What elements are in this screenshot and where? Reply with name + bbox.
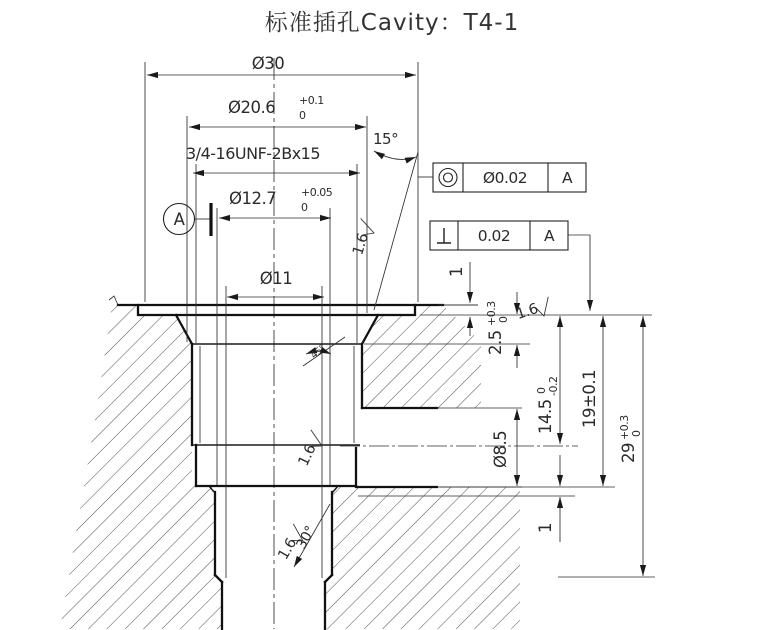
dim-angle-15: 15° [373,130,399,148]
dim-12-7-lower-tol: 0 [301,201,308,214]
dim-depth-1-top: 1 [447,267,466,277]
dim-depth-1-bottom: 1 [536,523,555,533]
roughness-mark-top-face [514,297,553,324]
roughness-mark-taper [350,218,377,257]
dim-29-upper-tol: +0.3 [618,415,631,440]
dim-20-6-upper-tol: +0.1 [299,94,324,107]
svg-text:1.6: 1.6 [295,442,320,469]
section-hatch-lower-right [325,487,520,629]
dim-depth-29: 29 [619,443,638,463]
fcf-perpendicularity [430,221,590,311]
thread-minor-lines [200,346,354,443]
dim-diameter-11: Ø11 [259,269,293,288]
taper-construction-line [374,152,418,310]
fcf2-datum: A [543,227,555,245]
fcf1-tolerance: Ø0.02 [482,169,528,187]
dim-14-5-lower-tol: -0.2 [547,376,560,396]
dim-20-6-lower-tol: 0 [299,109,306,122]
svg-text:1.6: 1.6 [514,301,540,323]
thread-spec: 3/4-16UNF-2Bx15 [186,144,321,163]
section-hatch-left [60,305,222,629]
dim-diameter-30: Ø30 [251,54,285,73]
fcf-concentricity [418,163,586,192]
dim-diameter-20-6: Ø20.6 [228,98,276,117]
datum-letter: A [173,210,185,229]
dim-angle-30: 30° [293,523,319,552]
side-hole-outline [356,408,437,487]
dim-diameter-12-7: Ø12.7 [229,189,277,208]
fcf2-tolerance: 0.02 [477,227,511,245]
dim-depth-19: 19±0.1 [580,369,599,428]
dim-12-7-upper-tol: +0.05 [301,186,333,199]
fcf1-datum: A [561,169,573,187]
section-hatch-upper-right [362,305,481,408]
dim-14-5-upper-tol: 0 [535,387,548,394]
dim-diameter-8-5: Ø8.5 [491,430,510,468]
dim-angle-45: 45° [308,343,328,362]
drawing-title: 标准插孔Cavity：T4-1 [264,10,520,36]
dim-2-5-lower-tol: 0 [497,316,510,323]
break-line [109,296,118,305]
dim-depth-2-5: 2.5 [486,330,505,355]
svg-text:1.6: 1.6 [275,535,301,563]
perpendicularity-icon [437,228,451,243]
concentricity-icon [439,169,457,187]
dim-depth-14-5: 14.5 [536,399,555,434]
dim-2-5-upper-tol: +0.3 [485,301,498,326]
dim-29-lower-tol: 0 [630,430,643,437]
svg-text:1.6: 1.6 [350,231,372,258]
